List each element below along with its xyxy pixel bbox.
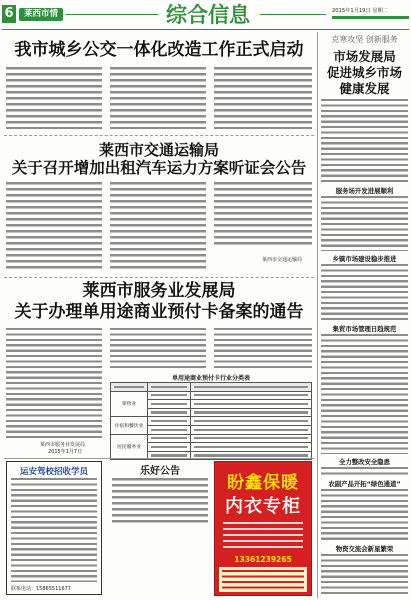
bottom-section-rule: [4, 458, 314, 459]
table-header-cell: [148, 383, 191, 392]
column-divider: [317, 32, 318, 598]
table-cell: [148, 408, 191, 417]
underwear-ad-address-box: [219, 567, 307, 592]
underwear-ad-line1: 盼鑫保暖: [227, 473, 299, 493]
table-row: [111, 383, 312, 392]
article-3-signature-date: 2015年1月7日: [48, 449, 83, 455]
table-cell: [191, 425, 312, 434]
sidebar-subhead: 全力整改安全隐患: [338, 458, 391, 466]
sidebar-title-line-1: 市场发展局: [333, 49, 396, 64]
article-1-body-col-1: [6, 67, 102, 129]
table-row: [111, 391, 312, 400]
driving-school-ad-body: [11, 478, 97, 582]
table-category-cell: 居民服务业: [111, 434, 148, 460]
table-title: 单用途商业预付卡行业分类表: [171, 375, 250, 382]
article-1-headline: 我市城乡公交一体化改造工作正式启动: [14, 40, 304, 60]
sidebar-body-block: [321, 99, 408, 183]
sidebar-body-block: [321, 489, 408, 541]
table-row: [111, 434, 312, 443]
article-2-headline: 关于召开增加出租汽车运力方案听证会公告: [11, 159, 307, 177]
sidebar-body-block: [321, 196, 408, 251]
article-2-body-col-3: [214, 182, 312, 248]
sidebar-body-block: [321, 334, 408, 454]
table-header-cell: [111, 383, 148, 392]
table-cell: [148, 391, 191, 400]
sidebar-title-line-3: 健康发展: [339, 81, 390, 96]
section-tag-label: 莱西市情: [23, 9, 58, 19]
table-cell: [191, 434, 312, 443]
underwear-ad: [214, 461, 312, 596]
industry-classification-table: [110, 382, 312, 460]
article-3-org: 莱西市服务业发展局: [82, 281, 236, 301]
sidebar-body-block: [321, 467, 408, 477]
driving-school-ad: [6, 461, 102, 595]
article-3-headline: 关于办理单用途商业预付卡备案的通告: [14, 302, 304, 322]
driving-school-ad-title: 运安驾校招收学员: [19, 467, 88, 477]
table-cell: [148, 425, 191, 434]
underwear-ad-address-lines: [222, 570, 304, 590]
sidebar-body-block: [321, 264, 408, 321]
sidebar-subhead: 农副产品开拓“绿色通道”: [328, 480, 401, 488]
table-header-cell: [191, 383, 312, 392]
notice-title: 乐好公告: [140, 466, 180, 477]
article-1-body-col-2: [110, 67, 206, 129]
table-cell: [148, 417, 191, 426]
underwear-ad-line2: 内衣专柜: [225, 496, 301, 517]
table-category-cell: 零售业: [111, 391, 148, 417]
article-1-body-col-3: [214, 67, 312, 129]
sidebar-title-line-2: 促进城乡市场: [326, 65, 402, 80]
article-2-org: 莱西市交通运输局: [98, 141, 219, 159]
header-date-bar: [332, 16, 409, 19]
table-cell: [148, 400, 191, 409]
header-rule-left: [66, 14, 158, 15]
sidebar-subhead: 服务场开发进展顺利: [335, 187, 394, 195]
article-2-body-col-1: [6, 182, 102, 272]
sidebar-subhead: 集贸市场管理日趋规范: [332, 325, 397, 333]
page-number: 6: [4, 6, 14, 21]
sidebar-body-block: [321, 554, 408, 597]
sidebar-kicker: 克寒攻坚 创新服务: [331, 35, 398, 44]
article-3-body-col-2: [110, 328, 206, 370]
table-cell: [191, 443, 312, 452]
table-cell: [191, 400, 312, 409]
article-3-body-col-1: [6, 328, 102, 438]
sidebar-subhead: 乡镇市场建设稳步推进: [332, 255, 397, 263]
driving-school-ad-phone: 联系电话：15865511677: [11, 586, 71, 592]
page-number-box: [2, 5, 16, 23]
header-rule-right: [260, 14, 326, 15]
article-separator: [4, 277, 314, 278]
underwear-ad-phone: 13361239265: [234, 555, 292, 564]
section-tag: [19, 8, 63, 21]
notice-body: [112, 478, 208, 526]
article-separator: [4, 135, 314, 136]
article-3-signature-org: 莱西市服务业发展局: [40, 442, 86, 448]
table-cell: [148, 443, 191, 452]
issue-date: 2015年1月19日 星期二: [332, 8, 388, 14]
table-category-cell: 住宿和餐饮业: [111, 417, 148, 434]
article-3-body-col-3: [214, 328, 312, 370]
article-2-signature-org: 莱西市交通运输局: [262, 257, 303, 263]
header-bottom-rule: [2, 29, 409, 30]
underwear-ad-info-lines: [223, 522, 303, 552]
table-cell: [148, 434, 191, 443]
article-2-body-col-2: [110, 182, 206, 272]
table-cell: [191, 391, 312, 400]
sidebar-subhead: 物资交流会新星繁荣: [335, 545, 394, 553]
table-cell: [191, 408, 312, 417]
table-row: [111, 417, 312, 426]
table-cell: [191, 417, 312, 426]
section-title: 综合信息: [166, 3, 250, 27]
